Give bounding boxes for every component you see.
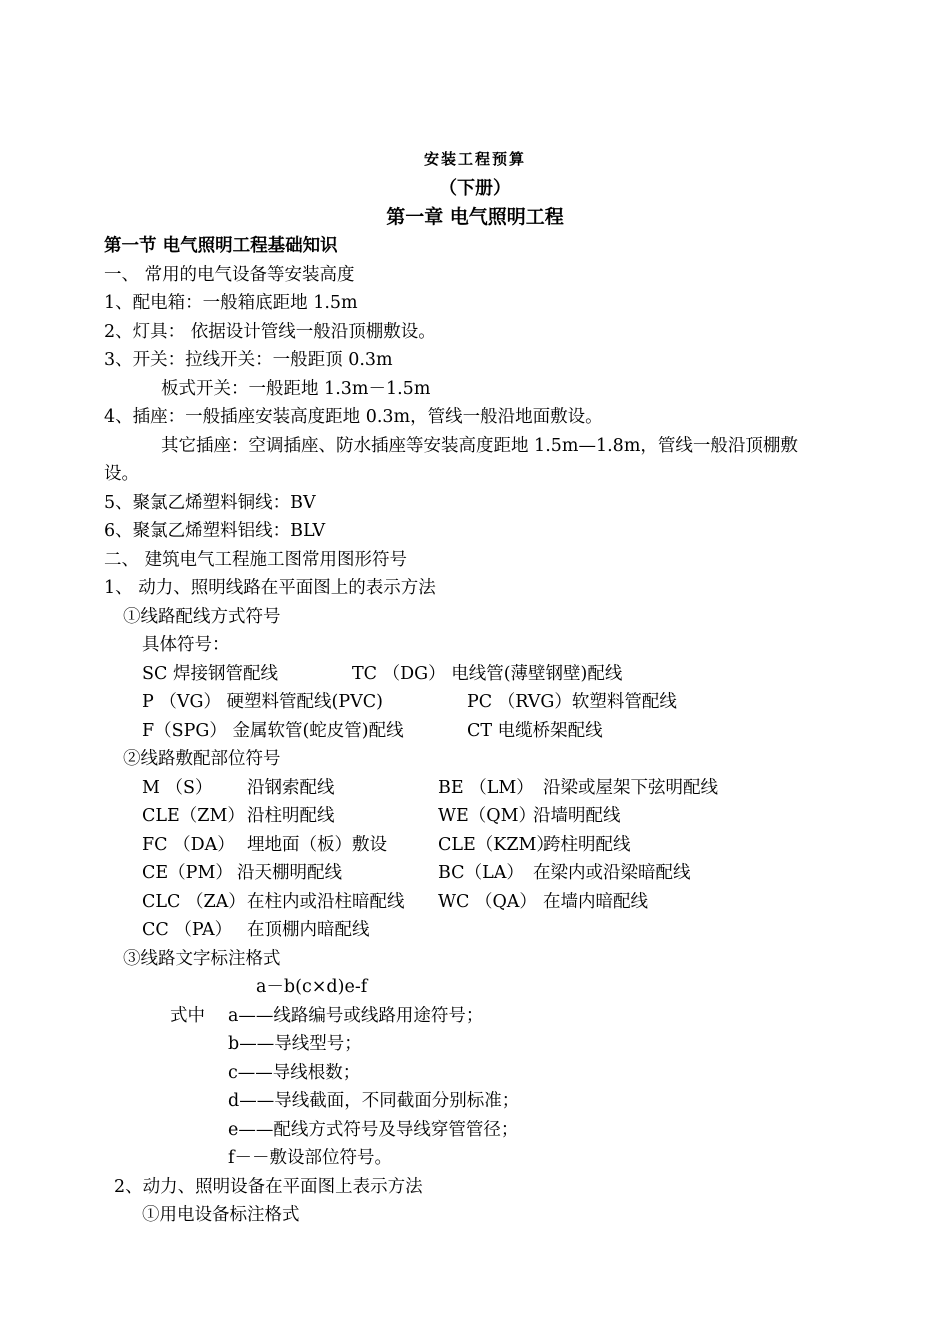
position-code: CE（PM） <box>142 863 233 883</box>
position-code: FC （DA） <box>142 835 235 855</box>
position-desc: 在梁内或沿梁暗配线 <box>533 863 691 883</box>
item-switch-plate: 板式开关：一般距地 1.3m－1.5m <box>161 379 431 399</box>
position-code: CLE（ZM） <box>142 806 245 826</box>
wiring-symbol: F（SPG） 金属软管(蛇皮管)配线 <box>142 721 404 741</box>
position-desc: 在墙内暗配线 <box>543 892 648 912</box>
formula-definition: a——线路编号或线路用途符号； <box>228 1006 484 1026</box>
position-code: CLE（KZM） <box>438 835 554 855</box>
wiring-symbol: TC （DG） 电线管(薄壁钢壁)配线 <box>352 664 623 684</box>
position-desc: 沿钢索配线 <box>247 778 335 798</box>
wiring-symbol: SC 焊接钢管配线 <box>142 664 278 684</box>
section-title: 第一节 电气照明工程基础知识 <box>104 236 338 256</box>
equipment-format-title: ①用电设备标注格式 <box>142 1205 300 1225</box>
annotation-format-title: ③线路文字标注格式 <box>123 949 281 969</box>
position-desc: 沿柱明配线 <box>247 806 335 826</box>
specific-symbols-label: 具体符号： <box>142 635 230 655</box>
position-symbols-title: ②线路敷配部位符号 <box>123 749 281 769</box>
subsection-lines: 1、 动力、照明线路在平面图上的表示方法 <box>104 578 436 598</box>
position-desc: 沿天棚明配线 <box>237 863 342 883</box>
position-code: CLC （ZA） <box>142 892 246 912</box>
formula-definition: b——导线型号； <box>228 1034 362 1054</box>
position-desc: 在柱内或沿柱暗配线 <box>247 892 405 912</box>
wiring-symbol: CT 电缆桥架配线 <box>467 721 603 741</box>
position-desc: 跨柱明配线 <box>543 835 631 855</box>
annotation-formula: a－b(c×d)e-f <box>256 977 368 997</box>
formula-definition: d——导线截面，不同截面分别标准； <box>228 1091 520 1111</box>
subsection-equipment: 2、动力、照明设备在平面图上表示方法 <box>114 1177 423 1197</box>
position-code: BC（LA） <box>438 863 524 883</box>
wiring-method-title: ①线路配线方式符号 <box>123 607 281 627</box>
document-title: 安装工程预算 <box>423 150 526 168</box>
formula-definition: f－－敷设部位符号。 <box>228 1148 392 1168</box>
position-code: M （S） <box>142 778 213 798</box>
item-bv: 5、聚氯乙烯塑料铜线：BV <box>104 493 316 513</box>
position-code: BE （LM） <box>438 778 534 798</box>
item-lamps: 2、灯具： 依据设计管线一般沿顶棚敷设。 <box>104 322 436 342</box>
formula-definition: c——导线根数； <box>228 1063 361 1083</box>
position-desc: 沿梁或屋架下弦明配线 <box>543 778 718 798</box>
item-socket: 4、插座：一般插座安装高度距地 0.3m，管线一般沿地面敷设。 <box>104 407 603 427</box>
item-socket-other: 其它插座：空调插座、防水插座等安装高度距地 1.5m—1.8m，管线一般沿顶棚敷 <box>161 436 798 456</box>
item-socket-other-cont: 设。 <box>104 464 139 484</box>
position-desc: 在顶棚内暗配线 <box>247 920 370 940</box>
item-distribution-box: 1、配电箱：一般箱底距地 1.5m <box>104 293 358 313</box>
formula-definition: e——配线方式符号及导线穿管管径； <box>228 1120 519 1140</box>
item-blv: 6、聚氯乙烯塑料铝线：BLV <box>104 521 326 541</box>
wiring-symbol: PC （RVG）软塑料管配线 <box>467 692 677 712</box>
wiring-symbol: P （VG） 硬塑料管配线(PVC) <box>142 692 383 712</box>
part1-heading: 一、 常用的电气设备等安装高度 <box>104 265 355 285</box>
position-desc: 沿墙明配线 <box>533 806 621 826</box>
position-desc: 埋地面（板）敷设 <box>247 835 387 855</box>
part2-heading: 二、 建筑电气工程施工图常用图形符号 <box>104 550 408 570</box>
volume-label: （下册） <box>439 178 511 199</box>
chapter-title: 第一章 电气照明工程 <box>386 206 564 228</box>
position-code: WC （QA） <box>438 892 537 912</box>
position-code: CC （PA） <box>142 920 233 940</box>
where-label: 式中 <box>170 1006 205 1026</box>
item-switch: 3、开关：拉线开关：一般距顶 0.3m <box>104 350 393 370</box>
position-code: WE（QM） <box>438 806 537 826</box>
